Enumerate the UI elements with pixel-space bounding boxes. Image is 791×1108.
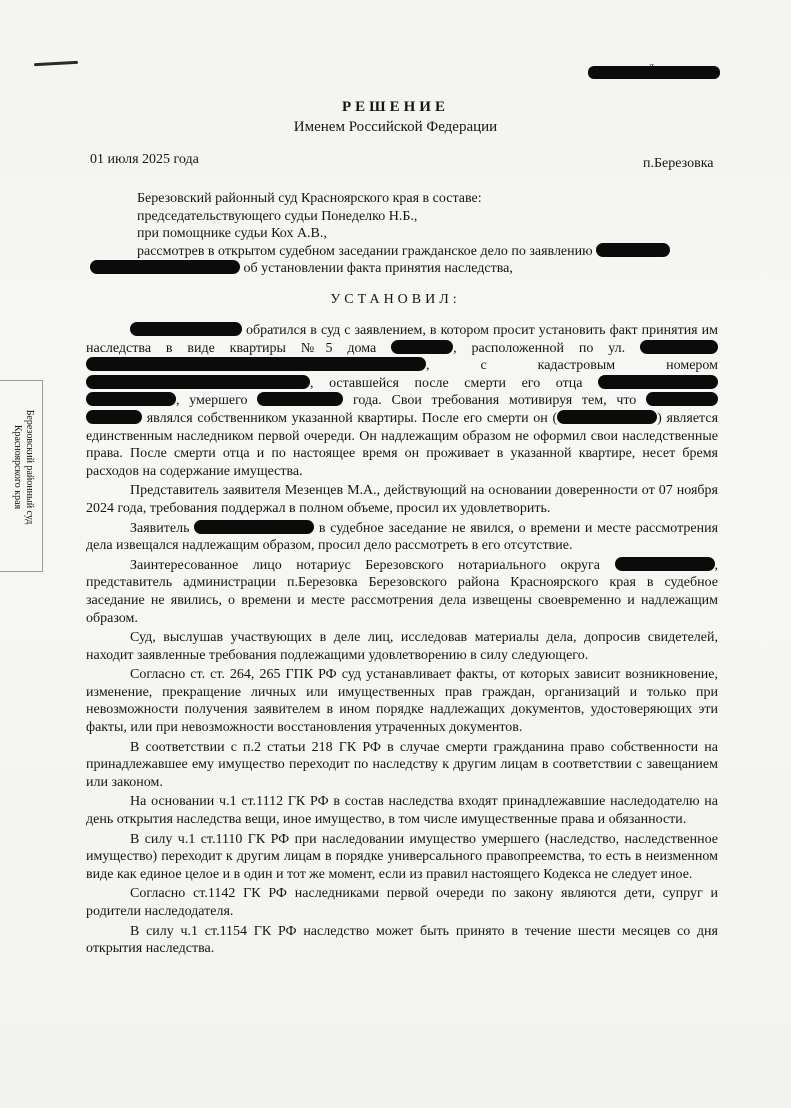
redaction bbox=[557, 410, 657, 424]
section-heading: УСТАНОВИЛ: bbox=[330, 292, 461, 307]
court-composition bbox=[137, 190, 727, 278]
redaction bbox=[130, 322, 242, 336]
decision-date: 01 июля 2025 года bbox=[90, 152, 199, 167]
redaction bbox=[598, 375, 718, 389]
paragraph: Согласно ст. ст. 264, 265 ГПК РФ суд устанавливает факты, от которых зависит возникновение, изменение, прекращение личных или имущественных прав граждан, организаций и только при невозможности получения заявителем в ином порядке надлежащих документов, удостоверяющих эти факты, или при невозможности восстановления утраченных документов. bbox=[86, 667, 718, 736]
document-title: РЕШЕНИЕ bbox=[342, 99, 449, 115]
intro-line: Березовский районный суд Красноярского края в составе: bbox=[137, 191, 482, 206]
redaction bbox=[646, 392, 718, 406]
paragraph: Согласно ст.1142 ГК РФ наследниками первой очереди по закону являются дети, супруг и родители наследодателя. bbox=[86, 886, 718, 919]
court-stamp-text: Березовский районный суд Красноярского края bbox=[12, 409, 35, 525]
redaction bbox=[86, 392, 176, 406]
paragraph: обратился в суд с заявлением, в котором просит установить факт принятия им наследства в виде квартиры №5 дома , расположенной по ул. , с кадастровым номером , оставшейся после смерти его отца , умершего года. Свои требования мотивируя тем, что являлся собственником указанной квартиры. После его смерти он ( ) является единственным наследником первой очереди. Он надлежащим образом не оформил свои наследственные права. После смерти отца и по настоящее время он проживает в указанной квартире, несет бремя расходов на содержание имущества. bbox=[86, 323, 719, 479]
redaction bbox=[615, 557, 715, 571]
redaction bbox=[86, 410, 142, 424]
redaction-applicant bbox=[596, 243, 670, 257]
paragraph: Суд, выслушав участвующих в деле лиц, исследовав материалы дела, допросив свидетелей, находит заявленные требования подлежащими удовлетворению в силу следующего. bbox=[86, 630, 718, 663]
redaction bbox=[86, 357, 426, 371]
paragraph: Заинтересованное лицо нотариус Березовского нотариального округа , представитель администрации п.Березовка Березовского района Красноярского края в судебное заседание не явились, о времени и месте рассмотрения дела извещены своевременно и надлежащим образом. bbox=[86, 557, 718, 626]
redaction bbox=[257, 392, 343, 406]
intro-line: при помощнике судьи Кох А.В., bbox=[137, 226, 327, 241]
document-subtitle: Именем Российской Федерации bbox=[293, 119, 498, 135]
intro-line: председательствующего судьи Понеделко Н.Б., bbox=[137, 208, 418, 224]
decision-place: п.Березовка bbox=[643, 156, 714, 171]
redaction-applicant-name bbox=[90, 260, 240, 274]
paragraph: В силу ч.1 ст.1110 ГК РФ при наследовании имущество умершего (наследство, наследственное имущество) переходит к другим лицам в порядке универсального правопреемства, то есть в неизменном виде как единое целое и в один и тот же момент, если из правил настоящего Кодекса не следует иное. bbox=[86, 831, 718, 882]
redaction bbox=[194, 520, 314, 534]
intro-line: рассмотрев в открытом судебном заседании гражданское дело по заявлению bbox=[137, 243, 727, 261]
paragraph: На основании ч.1 ст.1112 ГК РФ в состав наследства входят принадлежавшие наследодателю на день открытия наследства вещи, иное имущество, в том числе имущественные права и обязанности. bbox=[86, 794, 718, 828]
paragraph: В силу ч.1 ст.1154 ГК РФ наследство может быть принято в течение шести месяцев со дня открытия наследства. bbox=[86, 923, 718, 957]
decision-body bbox=[86, 322, 718, 960]
redaction-case-number bbox=[588, 66, 720, 79]
redaction bbox=[86, 375, 310, 389]
paragraph: Представитель заявителя Мезенцев М.А., действующий на основании доверенности от 07 ноября 2024 года, требования поддержал в полном объеме, просил их удовлетворить. bbox=[86, 483, 718, 516]
redaction bbox=[391, 340, 453, 354]
paragraph: Заявитель в судебное заседание не явился, о времени и месте рассмотрения дела извещался надлежащим образом, просил дело рассмотреть в его отсутствие. bbox=[86, 520, 719, 554]
redaction bbox=[640, 340, 718, 354]
intro-line: об установлении факта принятия наследства, bbox=[90, 260, 727, 278]
paragraph: В соответствии с п.2 статьи 218 ГК РФ в случае смерти гражданина право собственности на принадлежавшее ему имущество переходит по наследству к другим лицам в соответствии с завещанием или законом. bbox=[86, 739, 718, 790]
